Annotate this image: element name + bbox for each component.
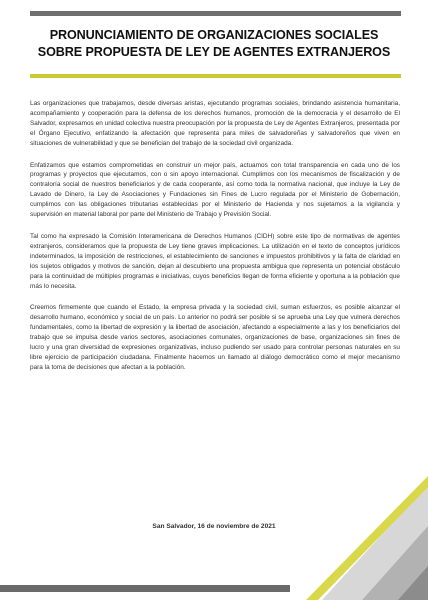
title-line-1: PRONUNCIAMIENTO DE ORGANIZACIONES SOCIALES (49, 28, 379, 42)
footer-gray-bar (0, 585, 290, 592)
title-line-2: SOBRE PROPUESTA DE LEY DE AGENTES EXTRANJEROS (37, 45, 391, 59)
place-date: San Salvador, 16 de noviembre de 2021 (152, 523, 276, 530)
paragraph-2: Enfatizamos que estamos comprometidas en construir un mejor país, actuamos con total transparencia en cada uno de los programas y proyectos que ejecutamos, con o sin apoyo internacional. Cumplimos con los mecanismos de fiscalización y de contraloría social de nuestros beneficiarios y de cada cooperante, así como toda la normativa nacional, que incluye la Ley de Lavado de Dinero, la Ley de Asociaciones y Fundaciones sin Fines de Lucro regulada por el Ministerio de Gobernación, cumplimos con las obligaciones tributarias establecidas por el Ministerio de Hacienda y nos sujetamos a la vigilancia y supervisión en material laboral por parte del Ministerio de Trabajo y Previsión Social. (30, 161, 400, 219)
paragraph-1: Las organizaciones que trabajamos, desde diversas aristas, ejecutando programas sociales, brindando asistencia humanitaria, acompañamiento y cooperación para la defensa de los derechos humanos, promoción de la democracia y el desarrollo de El Salvador, expresamos en unidad colectiva nuestra preocupación por la propuesta de Ley de Agentes Extranjeros, presentada por el Órgano Ejecutivo, enfatizando la afectación que representa para miles de salvadoreñas y salvadoreños que viven en situaciones de vulnerabilidad y que se benefician del trabajo de la sociedad civil organizada. (30, 100, 400, 147)
paragraph-4: Creemos firmemente que cuando el Estado, la empresa privada y la sociedad civil, suman esfuerzos, es posible alcanzar el desarrollo humano, económico y social de un país. Lo anterior no podrá ser posible si se aprueba una Ley que vulnera derechos fundamentales, como la libertad de expresión y la libertad de asociación, afectando a especialmente a las y los beneficiarios del trabajo que se impulsa desde varios sectores, asociaciones comunales, organizaciones de base, organizaciones sin fines de lucro y una gran diversidad de expresiones organizativas, incluso pudiendo ser usado para controlar personas naturales en su libre ejercicio de participación ciudadana. Finalmente hacemos un llamado al diálogo democrático como el mejor mecanismo para la toma de decisiones que afectan a la población. (30, 304, 400, 371)
paragraph-3: Tal como ha expresado la Comisión Interamericana de Derechos Humanos (CIDH) sobre este tipo de normativas de agentes extranjeros, consideramos que la propuesta de Ley tiene graves implicaciones. La utilización en el texto de conceptos jurídicos indeterminados, la imposición de restricciones, el establecimiento de sanciones e impuestos prohibitivos y la falta de claridad en los sujetos obligados y motivos de sanción, dejan al descubierto una propuesta ambigua que representa un potencial obstáculo para la continuidad de múltiples programas e iniciativas, cuyos beneficios llegan de forma eficiente y oportuna a la población que más lo necesita. (30, 232, 400, 290)
